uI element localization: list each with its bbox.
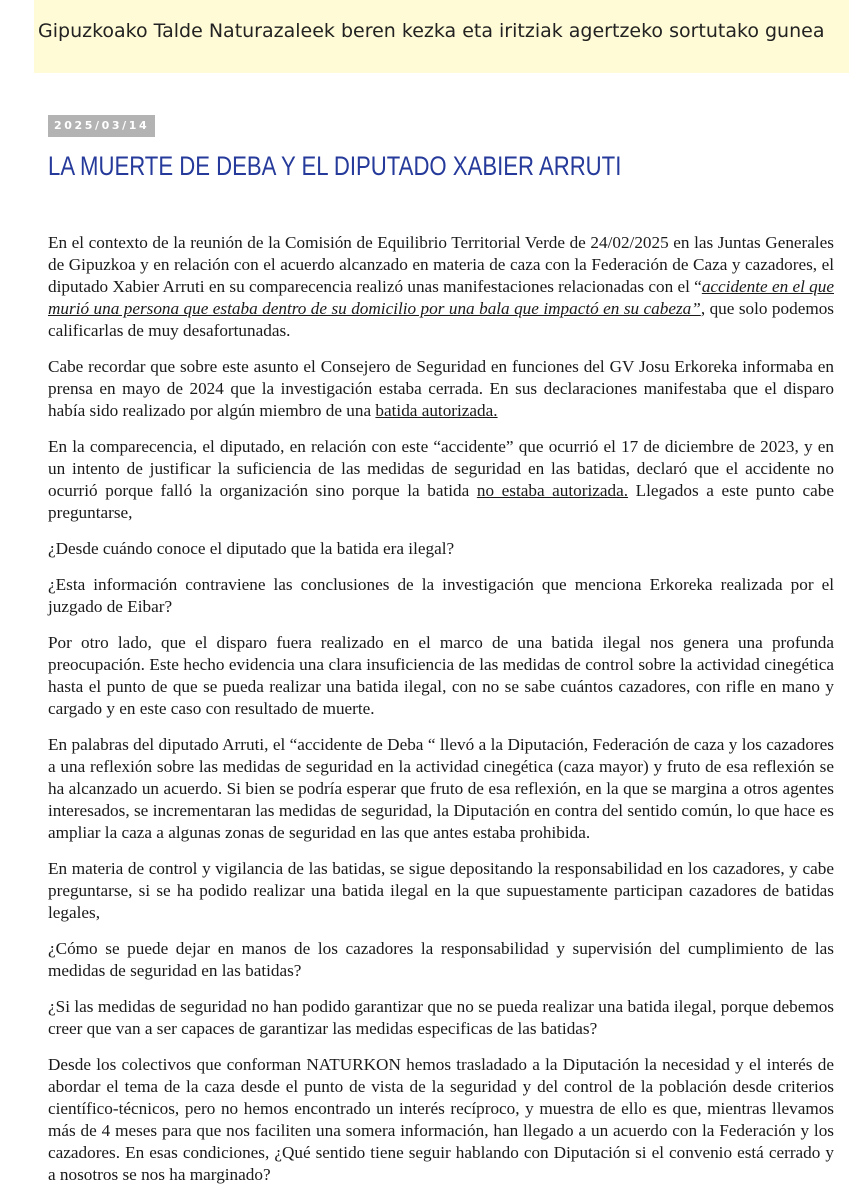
no-autorizada-link[interactable]: no estaba autorizada.: [476, 481, 629, 500]
post-body: [48, 232, 834, 1200]
site-title[interactable]: Gipuzkoako Talde Naturazaleek beren kezka eta iritziak agertzeko sortutako gunea: [38, 20, 825, 42]
paragraph-2: [48, 356, 834, 422]
paragraph-8: En materia de control y vigilancia de las batidas, se sigue depositando la responsabilidad en los cazadores, y cabe preguntarse, si se ha podido realizar una batida ilegal en la que supuestamente participan cazadores de batidas legales,: [48, 859, 834, 922]
paragraph-5: ¿Esta información contraviene las conclusiones de la investigación que menciona Erkoreka realizada por el juzgado de Eibar?: [48, 575, 834, 616]
paragraph-9: ¿Cómo se puede dejar en manos de los cazadores la responsabilidad y supervisión del cumplimiento de las medidas de seguridad en las batidas?: [48, 939, 834, 980]
paragraph-1: [48, 232, 834, 342]
paragraph-3-text-b: Llegados a este punto cabe preguntarse,: [48, 481, 835, 522]
paragraph-1-text-b: , que solo podemos calificarlas de muy desafortunadas.: [48, 299, 834, 340]
paragraph-4: ¿Desde cuándo conoce el diputado que la batida era ilegal?: [48, 539, 455, 558]
paragraph-3: [48, 436, 834, 524]
post-title[interactable]: LA MUERTE DE DEBA Y EL DIPUTADO XABIER ARRUTI: [48, 151, 622, 181]
paragraph-10: ¿Si las medidas de seguridad no han podido garantizar que no se pueda realizar una batida ilegal, porque debemos creer que van a ser capaces de garantizar las medidas especificas de las batidas?: [48, 997, 834, 1038]
batida-autorizada-link[interactable]: batida autorizada.: [375, 401, 498, 420]
paragraph-2-text: Cabe recordar que sobre este asunto el Consejero de Seguridad en funciones del GV Josu Erkoreka informaba en prensa en mayo de 2024 que la investigación estaba cerrada. En sus declaraciones manifestaba que el disparo había sido realizado por algún miembro de una: [48, 357, 834, 420]
paragraph-3-text-a: En la comparecencia, el diputado, en relación con este “accidente” que ocurrió el 17 de diciembre de 2023, y en un intento de justificar la suficiencia de las medidas de seguridad en las batidas, declaró que el accidente no ocurrió porque falló la organización sino porque la batida: [48, 437, 834, 500]
paragraph-11: Desde los colectivos que conforman NATURKON hemos trasladado a la Diputación la necesidad y el interés de abordar el tema de la caza desde el punto de vista de la seguridad y del control de la población desde criterios científico-técnicos, pero no hemos encontrado un interés recíproco, y muestra de ello es que, mientras llevamos más de 4 meses para que nos faciliten una somera información, han llegado a un acuerdo con la Federación y los cazadores. En esas condiciones, ¿Qué sentido tiene seguir hablando con Diputación si el convenio está cerrado y a nosotros se nos ha marginado?: [48, 1055, 834, 1184]
site-banner: [34, 0, 849, 73]
paragraph-7: En palabras del diputado Arruti, el “accidente de Deba “ llevó a la Diputación, Federación de caza y los cazadores a una reflexión sobre las medidas de seguridad en la actividad cinegética (caza mayor) y fruto de esa reflexión se ha alcanzado un acuerdo. Si bien se podría esperar que fruto de esa reflexión, en la que se margina a otros agentes interesados, se incrementaran las medidas de seguridad, la Diputación en contra del sentido común, lo que hace es ampliar la caza a algunas zonas de seguridad en las que antes estaba prohibida.: [48, 735, 834, 842]
quote-link[interactable]: accidente en el que murió una persona que estaba dentro de su domicilio por una bala que impactó en su cabeza”: [48, 277, 834, 318]
post-date: 2025/03/14: [48, 115, 155, 137]
paragraph-6: Por otro lado, que el disparo fuera realizado en el marco de una batida ilegal nos genera una profunda preocupación. Este hecho evidencia una clara insuficiencia de las medidas de control sobre la actividad cinegética hasta el punto de que se pueda realizar una batida ilegal, con no se sabe cuántos cazadores, con rifle en mano y cargado y en este caso con resultado de muerte.: [48, 633, 834, 718]
paragraph-1-text-a: En el contexto de la reunión de la Comisión de Equilibrio Territorial Verde de 24/02/2025 en las Juntas Generales de Gipuzkoa y en relación con el acuerdo alcanzado en materia de caza con la Federación de Caza y cazadores, el diputado Xabier Arruti en su comparecencia realizó unas manifestaciones relacionadas con el “: [48, 233, 834, 296]
